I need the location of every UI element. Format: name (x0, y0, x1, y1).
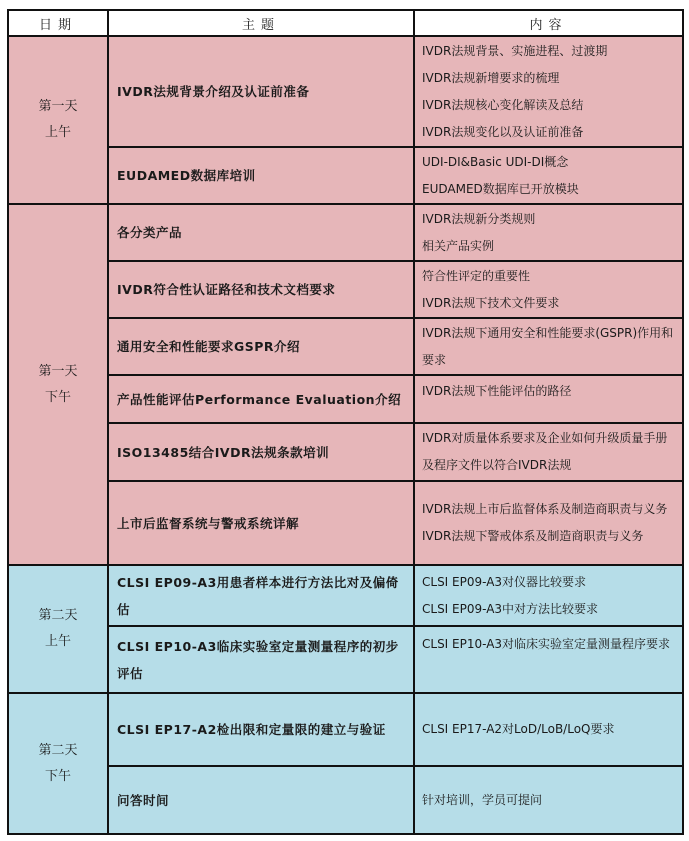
topic-cell: 产品性能评估Performance Evaluation介绍 (108, 375, 414, 423)
date-line: 第二天 (38, 608, 78, 623)
content-line: IVDR法规背景、实施进程、过渡期 (422, 43, 608, 58)
schedule-table (7, 9, 684, 835)
content-line: IVDR对质量体系要求及企业如何升级质量手册及程序文件以符合IVDR法规 (422, 431, 668, 472)
content-line: 符合性评定的重要性 (422, 268, 531, 283)
content-line: IVDR法规变化以及认证前准备 (422, 124, 584, 139)
content-cell (414, 626, 683, 693)
topic-cell: 通用安全和性能要求GSPR介绍 (108, 318, 414, 375)
content-line: IVDR法规核心变化解读及总结 (422, 97, 584, 112)
content-line: IVDR法规下性能评估的路径 (422, 384, 572, 398)
content-line: 针对培训，学员可提问 (422, 792, 543, 807)
content-cell (414, 318, 683, 375)
date-line: 第一天 (38, 363, 78, 379)
header-date: 日期 (8, 10, 108, 36)
table-row (8, 693, 683, 766)
table-row (8, 626, 683, 693)
topic-cell: IVDR符合性认证路径和技术文档要求 (108, 261, 414, 318)
content-cell (414, 693, 683, 766)
content-line: CLSI EP17-A2对LoD/LoB/LoQ要求 (422, 722, 615, 736)
content-line: CLSI EP09-A3对仪器比较要求 (422, 574, 587, 589)
content-line: CLSI EP10-A3对临床实验室定量测量程序要求 (422, 637, 671, 651)
content-line: 相关产品实例 (422, 238, 495, 253)
topic-cell: CLSI EP09-A3用患者样本进行方法比对及偏倚估 (108, 565, 414, 626)
content-cell (414, 36, 683, 147)
date-cell-day2-am (8, 565, 108, 693)
topic-cell: CLSI EP17-A2检出限和定量限的建立与验证 (108, 693, 414, 766)
content-line: IVDR法规上市后监督体系及制造商职责与义务 (422, 502, 668, 516)
date-line: 第二天 (38, 742, 78, 758)
content-cell (414, 261, 683, 318)
topic-cell: CLSI EP10-A3临床实验室定量测量程序的初步评估 (108, 626, 414, 693)
header-row (8, 10, 683, 36)
table-row (8, 375, 683, 423)
content-line: CLSI EP09-A3中对方法比较要求 (422, 601, 599, 616)
content-cell (414, 375, 683, 423)
topic-cell: EUDAMED数据库培训 (108, 147, 414, 204)
date-line: 上午 (44, 125, 71, 140)
table-row (8, 261, 683, 318)
topic-cell: 问答时间 (108, 766, 414, 834)
content-line: IVDR法规下技术文件要求 (422, 295, 560, 310)
date-cell-day1-am (8, 36, 108, 204)
table-row (8, 204, 683, 261)
content-cell (414, 204, 683, 261)
table-row (8, 481, 683, 565)
table-row (8, 147, 683, 204)
table-row (8, 36, 683, 147)
content-cell (414, 481, 683, 565)
content-line: IVDR法规新增要求的梳理 (422, 70, 560, 85)
content-cell (414, 423, 683, 481)
topic-cell: IVDR法规背景介绍及认证前准备 (108, 36, 414, 147)
date-line: 下午 (44, 389, 71, 405)
table-row (8, 423, 683, 481)
table-row (8, 565, 683, 626)
table-row (8, 318, 683, 375)
content-line: UDI-DI&Basic UDI-DI概念 (422, 154, 569, 169)
content-line: EUDAMED数据库已开放模块 (422, 181, 579, 196)
content-line: IVDR法规下通用安全和性能要求(GSPR)作用和要求 (422, 325, 674, 367)
content-line: IVDR法规下警戒体系及制造商职责与义务 (422, 529, 644, 543)
topic-cell: 上市后监督系统与警戒系统详解 (108, 481, 414, 565)
date-cell-day1-pm (8, 204, 108, 565)
content-cell (414, 565, 683, 626)
date-line: 第一天 (38, 99, 78, 114)
topic-cell: 各分类产品 (108, 204, 414, 261)
content-cell (414, 766, 683, 834)
date-line: 上午 (44, 634, 71, 649)
date-cell-day2-pm (8, 693, 108, 834)
topic-cell: ISO13485结合IVDR法规条款培训 (108, 423, 414, 481)
content-line: IVDR法规新分类规则 (422, 211, 536, 226)
header-topic: 主题 (108, 10, 414, 36)
table-row (8, 766, 683, 834)
header-content: 内容 (414, 10, 683, 36)
date-line: 下午 (44, 768, 71, 784)
content-cell (414, 147, 683, 204)
